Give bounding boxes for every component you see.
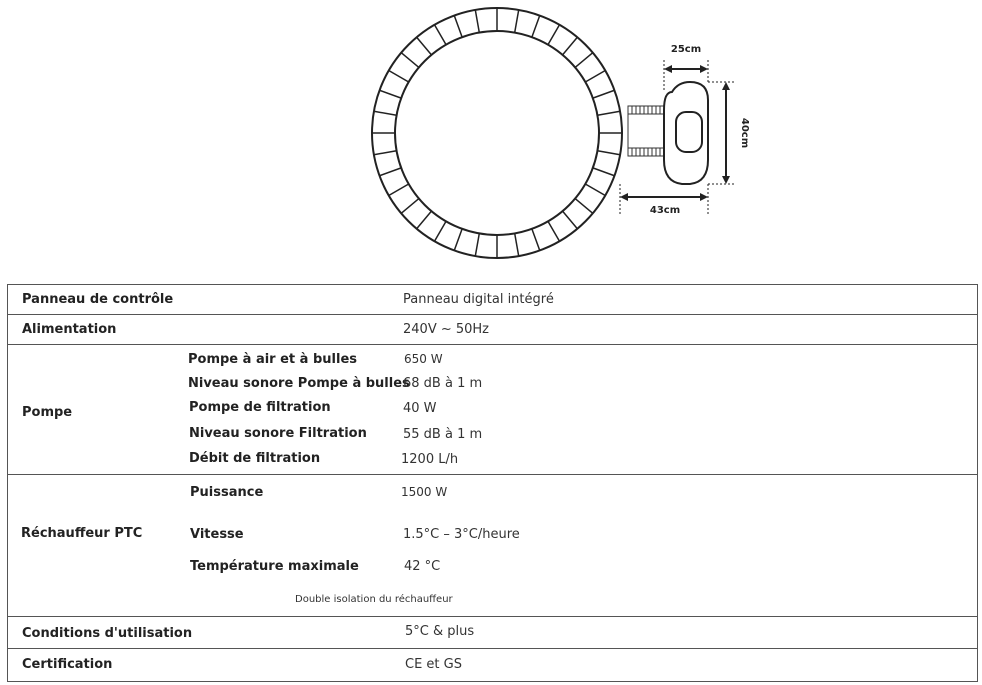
pool-wall-segment-divider xyxy=(585,71,605,83)
spec-subitem-name: Niveau sonore Filtration xyxy=(189,426,367,441)
pool-wall-segment-divider xyxy=(417,37,432,55)
spec-label: Pompe xyxy=(22,405,73,420)
spec-label: Panneau de contrôle xyxy=(22,292,174,307)
spec-label: Certification xyxy=(22,657,113,672)
dim-label-height: 40cm xyxy=(739,117,750,149)
pool-wall-segment-divider xyxy=(548,25,560,45)
pool-wall-segment-divider xyxy=(401,199,419,214)
pool-wall-segment-divider xyxy=(597,151,620,155)
pool-wall-segment-divider xyxy=(417,211,432,229)
pool-wall-segment-divider xyxy=(515,233,519,256)
pool-wall-segment-divider xyxy=(585,184,605,196)
pool-wall-segment-divider xyxy=(563,37,578,55)
spec-subitem-name: Débit de filtration xyxy=(189,451,321,466)
spec-subitem-name: Pompe de filtration xyxy=(189,400,331,415)
spa-dimension-diagram xyxy=(0,0,982,270)
pool-wall-segment-divider xyxy=(597,111,620,115)
dim-label-top: 25cm xyxy=(670,44,702,55)
spec-subitem-name: Niveau sonore Pompe à bulles xyxy=(188,376,410,391)
pool-wall-segment-divider xyxy=(435,25,447,45)
spec-value: Panneau digital intégré xyxy=(403,292,554,307)
pool-wall-segment-divider xyxy=(435,221,447,241)
spec-row-certification xyxy=(8,649,977,681)
pool-wall-segment-divider xyxy=(548,221,560,241)
spec-subitem-value: 68 dB à 1 m xyxy=(403,376,483,391)
spec-subitem-value: 40 W xyxy=(403,401,437,416)
spec-value: CE et GS xyxy=(405,657,462,672)
pool-wall-segment-divider xyxy=(575,53,593,68)
spec-label: Alimentation xyxy=(22,322,117,337)
spec-subitem-value: 1200 L/h xyxy=(401,452,459,467)
spec-subitem-value: 1500 W xyxy=(401,485,448,499)
pool-outer-ring xyxy=(372,8,622,258)
spec-label: Réchauffeur PTC xyxy=(21,526,143,541)
spec-subitem-name: Pompe à air et à bulles xyxy=(188,352,357,367)
pool-inner-ring xyxy=(395,31,599,235)
spec-value: 240V ~ 50Hz xyxy=(403,322,490,337)
spec-subitem-value: 650 W xyxy=(404,352,443,366)
spec-subitem-value: 1.5°C – 3°C/heure xyxy=(403,527,520,542)
pool-wall-segment-divider xyxy=(532,229,540,251)
spec-subitem-value: 55 dB à 1 m xyxy=(403,427,483,442)
dim-label-bottom: 43cm xyxy=(649,205,681,216)
spec-row-pump xyxy=(8,345,977,475)
spec-subitem-name: Température maximale xyxy=(190,559,359,574)
pool-wall-segments xyxy=(372,8,622,258)
specifications-table xyxy=(7,284,978,682)
spec-row-control-panel xyxy=(8,285,977,315)
pool-wall-segment-divider xyxy=(475,233,479,256)
pool-wall-segment-divider xyxy=(593,168,615,176)
spec-row-usage-conditions xyxy=(8,617,977,649)
spec-label: Conditions d'utilisation xyxy=(22,626,193,641)
pool-wall-segment-divider xyxy=(454,16,462,38)
spa-diagram-svg xyxy=(0,0,982,270)
pool-wall-segment-divider xyxy=(454,229,462,251)
pool-wall-segment-divider xyxy=(575,199,593,214)
pool-wall-segment-divider xyxy=(532,16,540,38)
spec-row-power-supply xyxy=(8,315,977,345)
spec-value: 5°C & plus xyxy=(405,624,475,639)
spec-note: Double isolation du réchauffeur xyxy=(295,594,453,605)
connector-hoses xyxy=(628,106,666,156)
pool-wall-segment-divider xyxy=(380,90,402,98)
pool-wall-segment-divider xyxy=(401,53,419,68)
spec-subitem-name: Vitesse xyxy=(190,527,244,542)
pool-wall-segment-divider xyxy=(389,71,409,83)
spec-subitem-value: 42 °C xyxy=(404,559,441,574)
pool-wall-segment-divider xyxy=(563,211,578,229)
pool-wall-segment-divider xyxy=(475,10,479,33)
spec-subitem-name: Puissance xyxy=(190,485,264,500)
pool-wall-segment-divider xyxy=(374,151,397,155)
pool-wall-segment-divider xyxy=(374,111,397,115)
pool-wall-segment-divider xyxy=(515,10,519,33)
pool-wall-segment-divider xyxy=(389,184,409,196)
pool-wall-segment-divider xyxy=(593,90,615,98)
pool-wall-segment-divider xyxy=(380,168,402,176)
spec-row-ptc-heater xyxy=(8,475,977,617)
